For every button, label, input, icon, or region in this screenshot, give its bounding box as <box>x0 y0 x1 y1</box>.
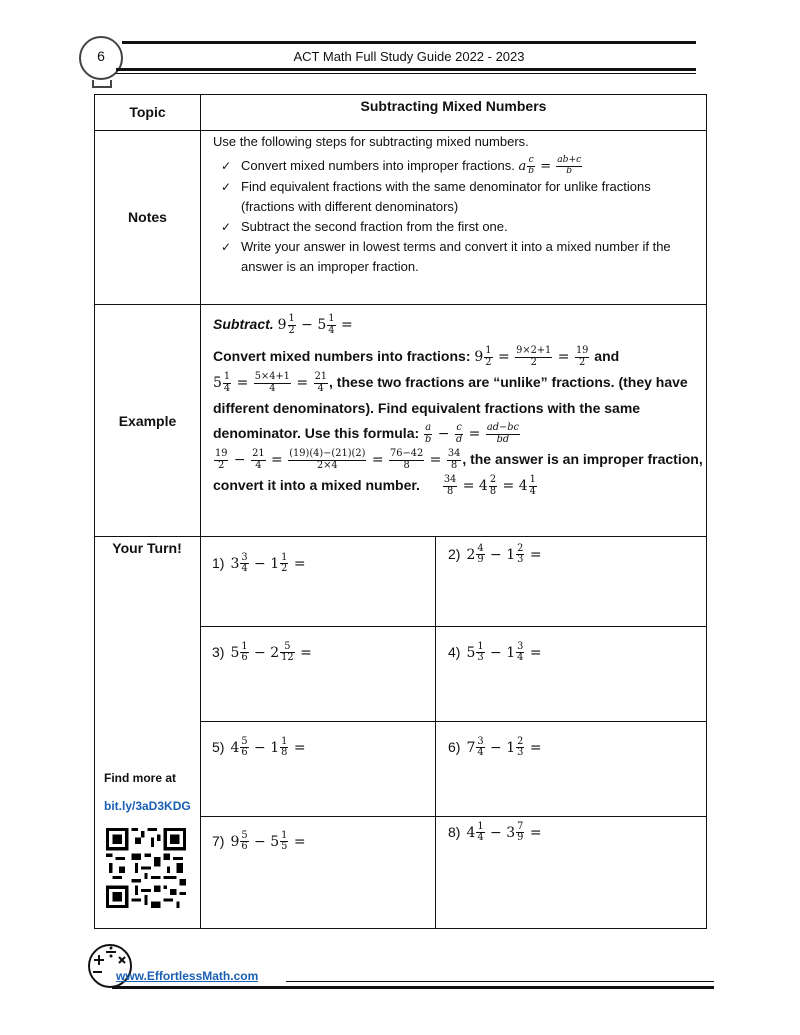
notes-intro: Use the following steps for subtracting mixed numbers. <box>213 134 529 149</box>
notes-step: ✓ Write your answer in lowest terms and convert it into a mixed number if the answer is an improper fraction. <box>213 237 703 277</box>
find-more-label: Find more at <box>104 771 177 785</box>
table-row-divider <box>94 304 707 305</box>
header-title: ACT Math Full Study Guide 2022 - 2023 <box>293 49 525 64</box>
example-problem: Subtract. 9 $\frac{1}{2}$ − 5 $\frac{1}{4}$ = <box>213 313 353 336</box>
table-row-divider <box>94 536 707 537</box>
example-label: Example <box>118 413 177 429</box>
problem-grid-divider <box>435 536 436 929</box>
problem-2: 2) 2 $\frac{4}{9}$ − 1 $\frac{2}{3}$ = <box>448 543 542 566</box>
notes-content <box>213 132 703 277</box>
problem-7: 7) 9 $\frac{5}{6}$ − 5 $\frac{1}{5}$ = <box>212 830 306 853</box>
notes-step: ✓ Find equivalent fractions with the same denominator for unlike fractions (fractions with different denominators) <box>213 177 703 217</box>
problem-grid-divider <box>200 721 707 722</box>
notes-label: Notes <box>128 209 167 225</box>
notes-step: ✓ Subtract the second fraction from the first one. <box>213 217 703 237</box>
header-rule-top <box>122 41 696 44</box>
page-number: 6 <box>97 48 105 64</box>
example-step-unlike: 5 $\frac{1}{4}$ = $\frac{5\times 4+1}{4}$ = $\frac{21}{4}$ , these two fractions are “unlike” fractions. (they have different denominators). Find equivalent fractions with the same denominator. Use this formula: $\frac{a}{b}$ − $\frac{c}{d}$ = $\frac{ad-bc}{bd}$ <box>213 371 688 445</box>
problem-8: 8) 4 $\frac{1}{4}$ − 3 $\frac{7}{9}$ = <box>448 821 542 844</box>
footer-website-link[interactable]: www.EffortlessMath.com <box>116 969 259 983</box>
example-step-convert: Convert mixed numbers into fractions: 9 $\frac{1}{2}$ = $\frac{9\times 2+1}{2}$ = $\frac{19}{2}$ and <box>213 345 620 368</box>
header-rule-thin <box>116 73 696 74</box>
problem-5: 5) 4 $\frac{5}{6}$ − 1 $\frac{1}{8}$ = <box>212 736 306 759</box>
topic-label: Topic <box>129 104 166 120</box>
example-step-compute: $\frac{19}{2}$ − $\frac{21}{4}$ = $\frac{(19)(4)-(21)(2)}{2\times 4}$ = $\frac{76-42}{8}$ = $\frac{34}{8}$ , the answer is an improper fraction, convert it into a mixed number. $\frac{34}{8}$ = 4 $\frac{2}{8}$ = 4 $\frac{1}{4}$ <box>213 448 703 497</box>
find-more-link[interactable]: bit.ly/3aD3KDG <box>104 799 191 813</box>
globe-stand-icon <box>92 80 112 88</box>
qr-code-icon[interactable] <box>106 828 186 908</box>
header-rule-bottom <box>116 68 696 71</box>
table-column-divider <box>200 94 201 929</box>
problem-1: 1) 3 $\frac{3}{4}$ − 1 $\frac{1}{2}$ = <box>212 552 306 575</box>
topic-title: Subtracting Mixed Numbers <box>360 98 547 114</box>
improper-formula: a $\frac{c}{b}$ = $\frac{ab+c}{b}$ <box>518 155 582 176</box>
problem-4: 4) 5 $\frac{1}{3}$ − 1 $\frac{3}{4}$ = <box>448 641 542 664</box>
problem-6: 6) 7 $\frac{3}{4}$ − 1 $\frac{2}{3}$ = <box>448 736 542 759</box>
problem-grid-divider <box>200 816 707 817</box>
your-turn-label: Your Turn! <box>112 540 182 556</box>
notes-steps <box>213 156 703 277</box>
problem-3: 3) 5 $\frac{1}{6}$ − 2 $\frac{5}{12}$ = <box>212 641 312 664</box>
example-content <box>213 312 705 499</box>
footer-rule-thick <box>112 986 714 989</box>
table-row-divider <box>94 130 707 131</box>
problem-grid-divider <box>200 626 707 627</box>
notes-step: ✓ Convert mixed numbers into improper fractions. a $\frac{c}{b}$ = $\frac{ab+c}{b}$ <box>213 156 703 177</box>
footer-rule-thin <box>286 981 714 982</box>
